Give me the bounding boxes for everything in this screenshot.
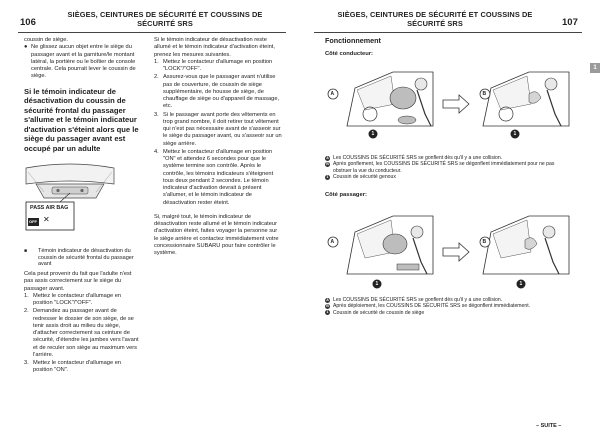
intro-text: Si le témoin indicateur de désactivation reste allumé et le témoin indicateur d'activation éteint, prenez les mesures suivantes. <box>154 37 275 58</box>
legend-item: A Les COUSSINS DE SÉCURITÉ SRS se gonflent dès qu'il y a une collision. <box>326 297 503 303</box>
overhead-console-drawing <box>24 162 116 232</box>
passenger-airbag-icon: ✕ <box>43 215 50 224</box>
figure-caption-text: Témoin indicateur de désactivation du coussin de sécurité frontal du passager avant <box>38 248 134 268</box>
legend-b-icon: B <box>326 161 329 166</box>
pass-air-bag-label: PASS AIR BAG <box>30 205 69 211</box>
bullet-text: Ne glissez aucun objet entre le siège du passager avant et la garniture/le montant latéral, la portière ou le boîtier de console centrale. Cela pourrait lever le coussin de siège. <box>31 44 136 80</box>
passenger-airbag-illustration <box>325 208 570 294</box>
chapter-tab-marker: 1 <box>590 63 600 73</box>
driver-airbag-illustration <box>325 64 570 144</box>
left-column-2 <box>154 37 282 257</box>
body-paragraph: Cela peut provenir du fait que l'adulte n'est pas assis correctement sur le siège du passager avant. <box>24 271 132 292</box>
driver-marker-b: B <box>482 90 487 97</box>
driver-marker-1a: 1 <box>371 131 375 137</box>
step-item: 1. Mettez le contacteur d'allumage en position "LOCK"/"OFF". <box>24 292 122 306</box>
off-badge: OFF <box>29 219 37 224</box>
section-title: Fonctionnement <box>325 36 381 45</box>
header-rule <box>314 32 582 33</box>
step-item: 4. Mettez le contacteur d'allumage en position "ON" et attendez 6 secondes pour que le système termine son contrôle. Après le contrôle, les témoins indicateurs s'éteignent tous deux pendant 2 secondes. Le témoin indicateur d'activation devrait à présent s'allumer, et le témoin indicateur de désactivation rester éteint. <box>154 148 274 206</box>
page-number: 106 <box>20 17 36 28</box>
legend-a-icon: A <box>326 155 329 160</box>
steps-list <box>154 59 282 207</box>
legend-item: A Les COUSSINS DE SÉCURITÉ SRS se gonflent dès qu'il y a une collision. <box>326 155 503 161</box>
arrow-icon <box>443 95 469 113</box>
legend-item: 1 Coussin de sécurité genoux <box>326 174 396 181</box>
passenger-marker-b: B <box>482 238 487 245</box>
page-header-line2: SÉCURITÉ SRS <box>137 18 193 28</box>
page-header <box>40 11 290 28</box>
bullet-dot-icon: ● <box>24 44 28 51</box>
passenger-scene-a <box>347 216 433 274</box>
passenger-scene-b <box>483 216 569 274</box>
section-heading: Si le témoin indicateur de désactivation du coussin de sécurité frontal du passager s'allume et le témoin indicateur d'activation s'éteint alors que le siège du passager avant est occupé par un adulte <box>24 86 139 154</box>
passenger-marker-1a: 1 <box>375 281 379 287</box>
page-header-line1: SIÈGES, CEINTURES DE SÉCURITÉ ET COUSSINS DE <box>67 10 263 19</box>
left-column-1-lower <box>24 271 142 376</box>
legend-item: B Après déploiement, les COUSSINS DE SÉCURITÉ SRS se dégonflent immédiatement. <box>326 303 531 310</box>
legend-a-icon: A <box>326 297 329 302</box>
legend-1-icon: 1 <box>326 174 329 179</box>
arrow-icon <box>443 243 469 261</box>
passenger-marker-a: A <box>330 238 335 245</box>
passenger-side-label: Côté passager: <box>325 192 367 198</box>
passenger-marker-1b: 1 <box>519 281 523 287</box>
step-item: 3. Mettez le contacteur d'allumage en position "ON". <box>24 360 122 374</box>
overhead-console-figure <box>24 162 116 232</box>
page-header-line1: SIÈGES, CEINTURES DE SÉCURITÉ ET COUSSINS DE <box>337 10 533 19</box>
page-header-line2: SÉCURITÉ SRS <box>407 18 463 28</box>
driver-side-label: Côté conducteur: <box>325 51 373 57</box>
page-header <box>310 11 560 28</box>
page-number: 107 <box>562 17 578 28</box>
driver-scene-a <box>347 72 433 126</box>
driver-marker-1b: 1 <box>513 131 517 137</box>
legend-item: 1 Coussin de sécurité de coussin de siège <box>326 309 425 316</box>
legend-b-icon: B <box>326 303 329 308</box>
header-rule <box>18 32 286 33</box>
left-column-1 <box>24 37 142 160</box>
steps-list <box>24 293 142 375</box>
legend-item: B Après gonflement, les COUSSINS DE SÉCURITÉ SRS se dégonflent immédiatement pour ne pas obstruer la vue du conducteur. <box>326 161 555 174</box>
legend-1-icon: 1 <box>326 310 329 315</box>
continued-footer: – SUITE – <box>536 423 562 429</box>
bullet-item <box>24 44 142 80</box>
step-item: 2. Demandez au passager avant de redresser le dossier de son siège, de se tenir assis droit au milieu du siège, d'attacher correctement sa ceinture de sécurité, d'étendre les jambes vers l'avant et de reculer son siège au maximum vers l'arrière. <box>24 308 139 358</box>
step-item: 3. Si le passager avant porte des vêtements en trop grand nombre, il doit retirer tout vêtement qui n'est pas nécessaire avant de s'asseoir sur le siège du passager avant, ou s'asseoir sur un siège arrière. <box>154 111 282 147</box>
step-item: 1. Mettez le contacteur d'allumage en position "LOCK"/"OFF". <box>154 58 273 72</box>
body-paragraph: Si, malgré tout, le témoin indicateur de désactivation reste allumé et le témoin indicateur d'activation éteint, faites voyager la personne sur le siège arrière et contactez immédiatement votre concessionnaire SUBARU pour faire contrôler le système. <box>154 213 279 256</box>
driver-scene-b <box>483 72 569 126</box>
driver-marker-a: A <box>330 90 335 97</box>
figure-label-icon: ■ <box>24 248 28 254</box>
right-page <box>300 0 600 447</box>
intro-text: coussin de siège. <box>24 37 68 43</box>
passenger-legend <box>325 297 555 316</box>
driver-legend <box>325 155 555 181</box>
step-item: 2. Assurez-vous que le passager avant n'utilise pas de couverture, de coussin de siège supplémentaire, de housse de siège, de chauffage de siège ou d'appareil de massage, etc. <box>154 74 280 110</box>
